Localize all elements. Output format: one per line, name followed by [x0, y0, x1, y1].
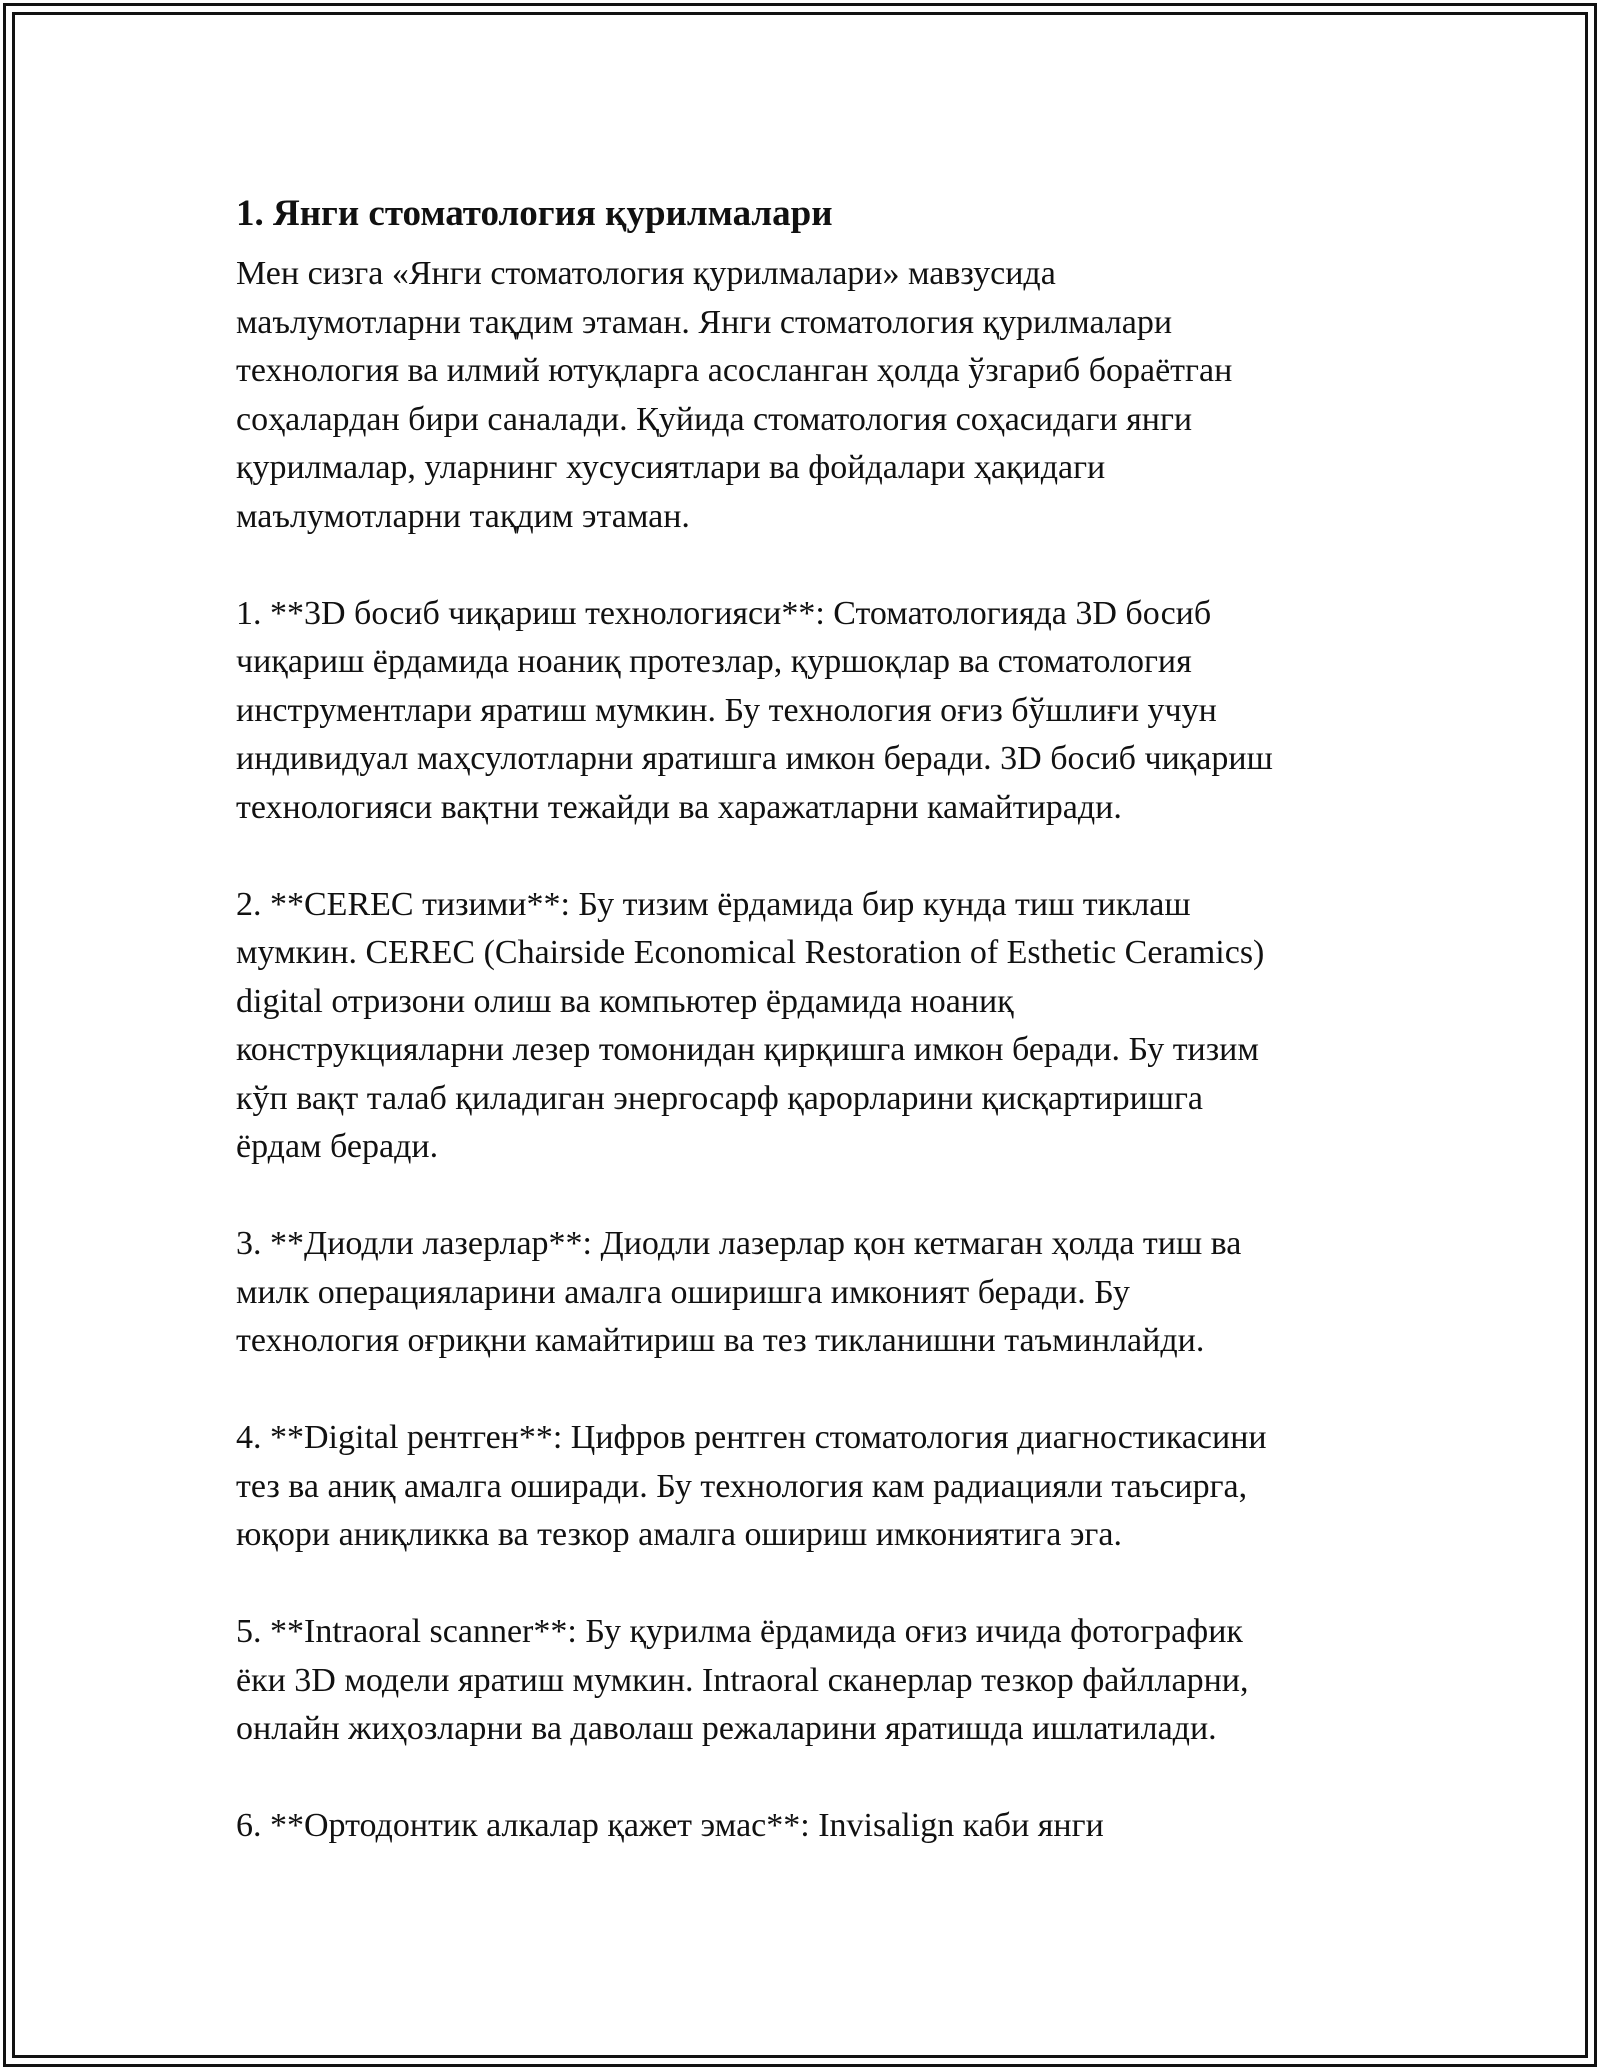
text-line: 4. **Digital рентген**: Цифров рентген стоматология диагностикасини [236, 1419, 1267, 1456]
text-line: 2. **CEREC тизими**: Бу тизим ёрдамида бир кунда тиш тиклаш [236, 885, 1191, 923]
list-item-digital-xray [236, 1414, 1376, 1560]
text-line: чиқариш ёрдамида ноаниқ протезлар, қуршоқлар ва стоматология [236, 643, 1192, 680]
text-line: ёрдам беради. [236, 1128, 439, 1165]
text-line: кўп вақт талаб қиладиган энергосарф қарорларини қисқартиришга [236, 1079, 1203, 1117]
list-item-orthodontic [236, 1802, 1376, 1851]
text-line: 3. **Диодли лазерлар**: Диодли лазерлар қон кетмаган ҳолда тиш ва [236, 1225, 1242, 1262]
text-line: инструментлари яратиш мумкин. Бу технология оғиз бўшлиғи учун [236, 691, 1217, 729]
text-line: онлайн жиҳозларни ва даволаш режаларини яратишда ишлатилади. [236, 1710, 1217, 1747]
text-line: технологияси вақтни тежайди ва харажатларни камайтиради. [236, 788, 1122, 826]
text-line: ёки 3D модели яратиш мумкин. Intraoral сканерлар тезкор файлларни, [236, 1661, 1249, 1699]
text-line: индивидуал маҳсулотларни яратишга имкон беради. 3D босиб чиқариш [236, 740, 1273, 777]
list-item-cerec [236, 881, 1376, 1172]
text-line: конструкцияларни лезер томонидан қирқишга имкон беради. Бу тизим [236, 1031, 1259, 1068]
text-line: digital отризони олиш ва компьютер ёрдамида ноаниқ [236, 982, 1014, 1020]
text-line: 6. **Ортодонтик алкалар қажет эмас**: Invisalign каби янги [236, 1807, 1104, 1844]
list-item-diode-lasers [236, 1220, 1376, 1366]
text-line: тез ва аниқ амалга оширади. Бу технология кам радиацияли таъсирга, [236, 1467, 1248, 1505]
list-item-intraoral-scanner [236, 1608, 1376, 1754]
text-line: милк операцияларини амалга оширишга имконият беради. Бу [236, 1273, 1130, 1311]
text-line: технология ва илмий ютуқларга асосланган ҳолда ўзгариб бораётган [236, 352, 1233, 389]
text-line: маълумотларни тақдим этаман. Янги стоматология қурилмалари [236, 303, 1173, 341]
text-line: мумкин. CEREC (Chairside Economical Restoration of Esthetic Ceramics) [236, 934, 1265, 971]
document-title: 1. Янги стоматология қурилмалари [236, 193, 833, 234]
document-body [236, 186, 1376, 1899]
text-line: 5. **Intraoral scanner**: Бу қурилма ёрдамида оғиз ичида фотографик [236, 1613, 1243, 1650]
text-line: 1. **3D босиб чиқариш технологияси**: Стоматологияда 3D босиб [236, 594, 1212, 632]
intro-paragraph [236, 250, 1376, 541]
text-line: технология оғриқни камайтириш ва тез тикланишни таъминлайди. [236, 1322, 1205, 1359]
list-item-3d-printing [236, 590, 1376, 833]
text-line: соҳалардан бири саналади. Қуйида стоматология соҳасидаги янги [236, 400, 1193, 438]
text-line: маълумотларни тақдим этаман. [236, 497, 690, 535]
text-line: Мен сизга «Янги стоматология қурилмалари» мавзусида [236, 255, 1056, 292]
text-line: қурилмалар, уларнинг хусусиятлари ва фойдалари ҳақидаги [236, 449, 1106, 486]
text-line: юқори аниқликка ва тезкор амалга ошириш имкониятига эга. [236, 1516, 1122, 1553]
